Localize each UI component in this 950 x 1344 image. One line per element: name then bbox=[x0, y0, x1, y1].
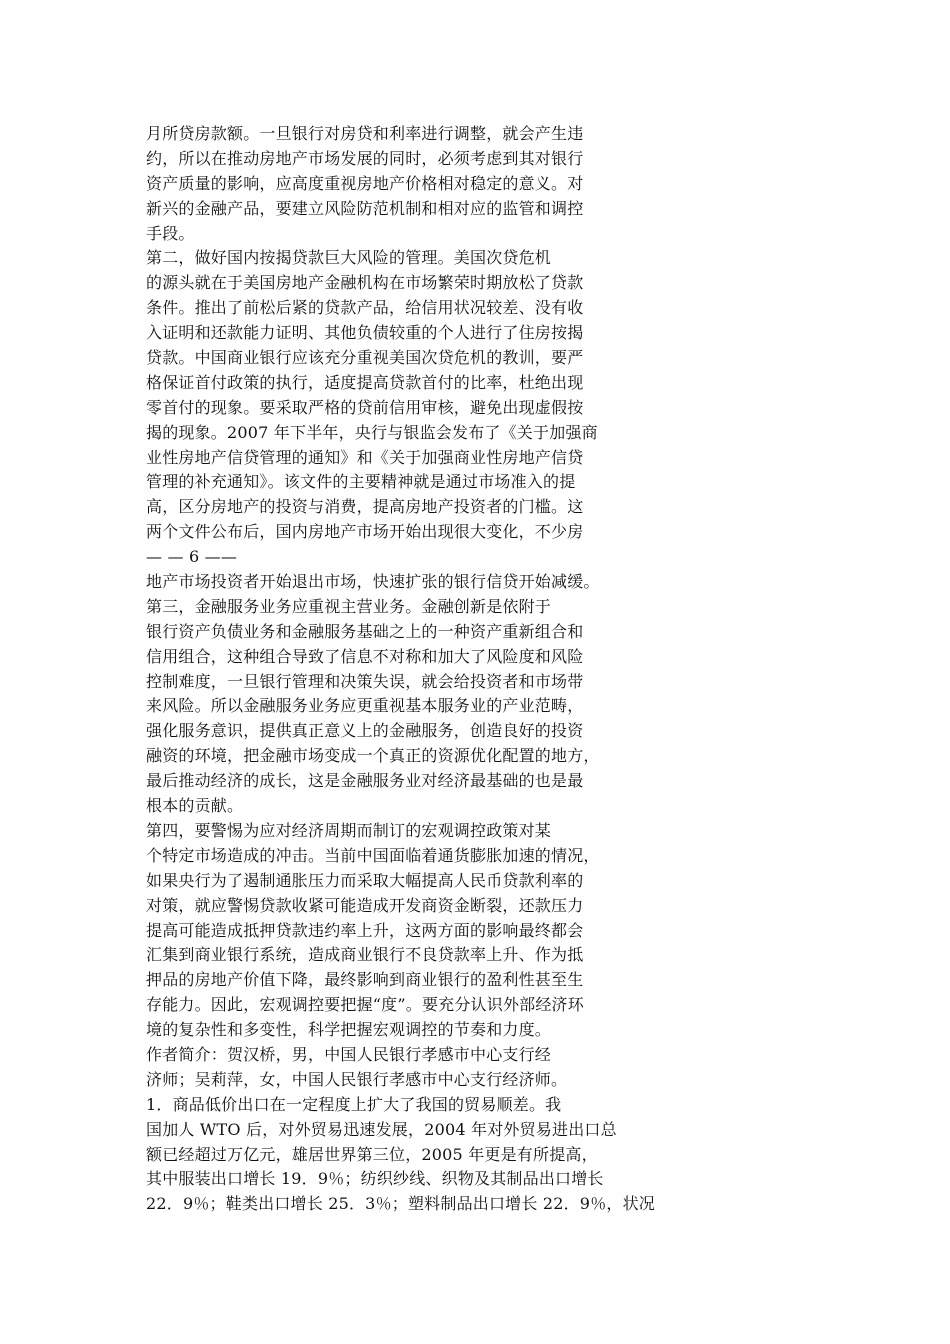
author-note-line: 作者简介：贺汉桥，男，中国人民银行孝感市中心支行经 bbox=[146, 1044, 552, 1064]
page-number: — — 6 —— bbox=[146, 547, 238, 567]
text-line: 资产质量的影响，应高度重视房地产价格相对稳定的意义。对 bbox=[146, 173, 584, 193]
text-line: 业性房地产信贷管理的通知》和《关于加强商业性房地产信贷 bbox=[146, 447, 584, 467]
author-note-line: 济师；吴莉萍，女，中国人民银行孝感市中心支行经济师。 bbox=[146, 1069, 568, 1089]
text-line: 控制难度，一旦银行管理和决策失误，就会给投资者和市场带 bbox=[146, 671, 584, 691]
text-line: 入证明和还款能力证明、其他负债较重的个人进行了住房按揭 bbox=[146, 323, 584, 343]
text-line: 第三，金融服务业务应重视主营业务。金融创新是依附于 bbox=[146, 596, 552, 616]
text-line: 提高可能造成抵押贷款违约率上升，这两方面的影响最终都会 bbox=[146, 920, 584, 940]
text-line: 约，所以在推动房地产市场发展的同时，必须考虑到其对银行 bbox=[146, 148, 584, 168]
text-line: 两个文件公布后，国内房地产市场开始出现很大变化，不少房 bbox=[146, 522, 584, 542]
text-line: 格保证首付政策的执行，适度提高贷款首付的比率，杜绝出现 bbox=[146, 372, 584, 392]
text-line: 融资的环境，把金融市场变成一个真正的资源优化配置的地方， bbox=[146, 746, 600, 766]
text-line: 额已经超过万亿元，雄居世界第三位，2005 年更是有所提高， bbox=[146, 1144, 598, 1164]
text-line: 月所贷房款额。一旦银行对房贷和利率进行调整，就会产生违 bbox=[146, 124, 584, 143]
text-line: 来风险。所以金融服务业务应更重视基本服务业的产业范畴， bbox=[146, 696, 584, 716]
text-line: 高，区分房地产的投资与消费，提高房地产投资者的门槛。这 bbox=[146, 497, 584, 517]
text-line: 押品的房地产价值下降，最终影响到商业银行的盈利性甚至生 bbox=[146, 970, 584, 990]
text-line: 地产市场投资者开始退出市场，快速扩张的银行信贷开始减缓。 bbox=[146, 572, 600, 592]
text-line: 存能力。因此，宏观调控要把握“度”。要充分认识外部经济环 bbox=[146, 995, 584, 1015]
text-line: 如果央行为了遏制通胀压力而采取大幅提高人民币贷款利率的 bbox=[146, 870, 584, 890]
text-line: 的源头就在于美国房地产金融机构在市场繁荣时期放松了贷款 bbox=[146, 273, 584, 293]
text-line: 个特定市场造成的冲击。当前中国面临着通货膨胀加速的情况， bbox=[146, 845, 600, 865]
text-line: 条件。推出了前松后紧的贷款产品，给信用状况较差、没有收 bbox=[146, 298, 584, 318]
text-line: 银行资产负债业务和金融服务基础之上的一种资产重新组合和 bbox=[146, 621, 584, 641]
text-line: 最后推动经济的成长，这是金融服务业对经济最基础的也是最 bbox=[146, 771, 584, 791]
text-line: 手段。 bbox=[146, 223, 195, 243]
text-line: 强化服务意识，提供真正意义上的金融服务，创造良好的投资 bbox=[146, 721, 584, 741]
text-line: 信用组合，这种组合导致了信息不对称和加大了风险度和风险 bbox=[146, 646, 584, 666]
text-line: 零首付的现象。要采取严格的贷前信用审核，避免出现虚假按 bbox=[146, 397, 584, 417]
text-line: 国加人 WTO 后，对外贸易迅速发展，2004 年对外贸易进出口总 bbox=[146, 1119, 617, 1139]
text-line: 1．商品低价出口在一定程度上扩大了我国的贸易顺差。我 bbox=[146, 1094, 562, 1114]
text-line: 新兴的金融产品，要建立风险防范机制和相对应的监管和调控 bbox=[146, 198, 584, 218]
text-line: 贷款。中国商业银行应该充分重视美国次贷危机的教训，要严 bbox=[146, 348, 584, 368]
text-line: 第四，要警惕为应对经济周期而制订的宏观调控政策对某 bbox=[146, 820, 552, 840]
text-line: 第二，做好国内按揭贷款巨大风险的管理。美国次贷危机 bbox=[146, 248, 552, 268]
text-line: 境的复杂性和多变性，科学把握宏观调控的节奏和力度。 bbox=[146, 1020, 552, 1040]
text-line: 汇集到商业银行系统，造成商业银行不良贷款率上升、作为抵 bbox=[146, 945, 584, 965]
text-line: 管理的补充通知》。该文件的主要精神就是通过市场准入的提 bbox=[146, 472, 576, 492]
text-line: 根本的贡献。 bbox=[146, 796, 244, 816]
document-body bbox=[146, 122, 655, 1217]
text-line: 揭的现象。2007 年下半年，央行与银监会发布了《关于加强商 bbox=[146, 422, 598, 442]
text-line: 对策，就应警惕贷款收紧可能造成开发商资金断裂，还款压力 bbox=[146, 895, 584, 915]
text-line: 其中服装出口增长 19．9％；纺织纱线、织物及其制品出口增长 bbox=[146, 1169, 604, 1189]
text-line: 22．9％；鞋类出口增长 25．3％；塑料制品出口增长 22．9％，状况 bbox=[146, 1194, 655, 1214]
